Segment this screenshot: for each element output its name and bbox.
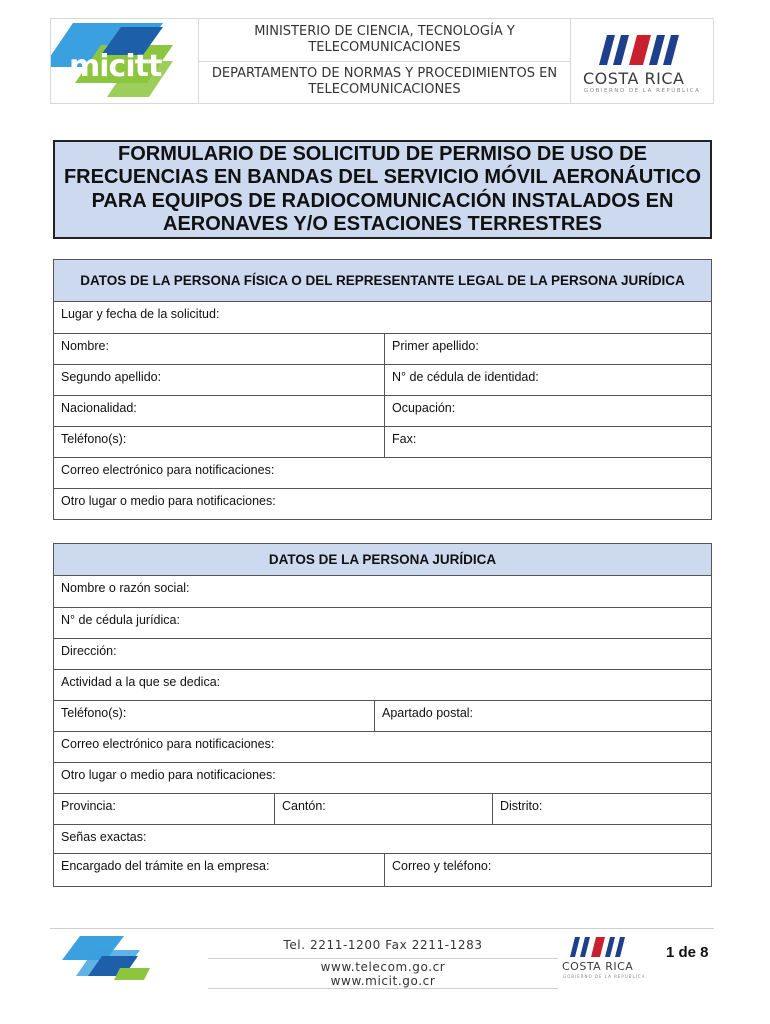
form-row: [54, 669, 711, 700]
gobierno-logo-subtext: GOBIERNO DE LA REPÚBLICA: [584, 88, 701, 94]
header-titles: [199, 19, 571, 103]
form-row: [54, 762, 711, 793]
section-heading: DATOS DE LA PERSONA FÍSICA O DEL REPRESENTANTE LEGAL DE LA PERSONA JURÍDICA: [54, 260, 711, 302]
id-number-field[interactable]: N° de cédula de identidad:: [384, 365, 711, 395]
form-row: [54, 853, 711, 886]
form-row: [54, 302, 711, 333]
nationality-field[interactable]: Nacionalidad:: [61, 401, 137, 415]
email-field[interactable]: Correo electrónico para notificaciones:: [61, 463, 275, 477]
first-surname-field[interactable]: Primer apellido:: [384, 334, 711, 364]
form-row: [54, 488, 711, 519]
form-title-box: [53, 140, 712, 239]
form-row: [54, 457, 711, 488]
form-row: [54, 824, 711, 853]
form-row: [54, 395, 711, 426]
second-surname-field[interactable]: Segundo apellido:: [61, 370, 162, 384]
costa-rica-logo: [571, 19, 713, 103]
micitt-logo: [51, 19, 199, 103]
costa-rica-footer-flag-icon: [568, 936, 632, 958]
footer-separator: [208, 958, 558, 959]
form-row: [54, 638, 711, 669]
form-row: [54, 426, 711, 457]
canton-field[interactable]: Cantón:: [274, 794, 492, 824]
company-name-field[interactable]: Nombre o razón social:: [61, 581, 190, 595]
micitt-logo-text: micitt: [69, 49, 162, 84]
company-phone-field[interactable]: Teléfono(s):: [61, 706, 127, 720]
company-email-field[interactable]: Correo electrónico para notificaciones:: [61, 737, 275, 751]
form-row: [54, 607, 711, 638]
form-row: [54, 364, 711, 395]
manager-field[interactable]: Encargado del trámite en la empresa:: [61, 859, 270, 873]
legal-id-field[interactable]: N° de cédula jurídica:: [61, 613, 180, 627]
costa-rica-footer-logo-text: COSTA RICA: [562, 960, 634, 973]
gobierno-footer-subtext: GOBIERNO DE LA REPÚBLICA: [563, 974, 646, 979]
footer-separator: [208, 988, 558, 989]
page-number: 1 de 8: [666, 944, 709, 961]
activity-field[interactable]: Actividad a la que se dedica:: [61, 675, 221, 689]
costa-rica-flag-icon: [597, 33, 689, 67]
occupation-field[interactable]: Ocupación:: [384, 396, 711, 426]
section-heading: DATOS DE LA PERSONA JURÍDICA: [54, 544, 711, 576]
mail-phone-field[interactable]: Correo y teléfono:: [384, 854, 711, 886]
form-row: [54, 576, 711, 607]
form-row: [54, 700, 711, 731]
po-box-field[interactable]: Apartado postal:: [374, 701, 711, 731]
form-row: [54, 793, 711, 824]
name-field[interactable]: Nombre:: [61, 339, 109, 353]
form-title: FORMULARIO DE SOLICITUD DE PERMISO DE USO DE FRECUENCIAS EN BANDAS DEL SERVICIO MÓVIL AERONÁUTICO PARA EQUIPOS DE RADIOCOMUNICACIÓN INSTALADOS EN AERONAVES Y/O ESTACIONES TERRESTRES: [63, 142, 702, 235]
footer-phone-fax: Tel. 2211-1200 Fax 2211-1283: [283, 938, 483, 952]
fax-field[interactable]: Fax:: [384, 427, 711, 457]
form-row: [54, 731, 711, 762]
address-field[interactable]: Dirección:: [61, 644, 117, 658]
footer-website-telecom[interactable]: www.telecom.go.cr: [320, 960, 446, 974]
footer-divider: [50, 928, 714, 929]
page-header: [50, 18, 714, 104]
ministry-name: MINISTERIO DE CIENCIA, TECNOLOGÍA Y TELECOMUNICACIONES: [254, 23, 515, 55]
exact-address-field[interactable]: Señas exactas:: [61, 830, 147, 844]
company-other-notify-field[interactable]: Otro lugar o medio para notificaciones:: [61, 768, 276, 782]
form-row: [54, 333, 711, 364]
natural-person-section: [53, 259, 712, 520]
place-date-field[interactable]: Lugar y fecha de la solicitud:: [61, 307, 220, 321]
legal-entity-section: [53, 543, 712, 887]
other-notify-field[interactable]: Otro lugar o medio para notificaciones:: [61, 494, 276, 508]
footer-website-micit[interactable]: www.micit.go.cr: [330, 974, 436, 988]
costa-rica-logo-text: COSTA RICA: [583, 69, 685, 88]
department-name: DEPARTAMENTO DE NORMAS Y PROCEDIMIENTOS EN TELECOMUNICACIONES: [199, 61, 570, 104]
district-field[interactable]: Distrito:: [492, 794, 711, 824]
micitt-footer-logo: [60, 934, 152, 982]
province-field[interactable]: Provincia:: [61, 799, 116, 813]
phone-field[interactable]: Teléfono(s):: [61, 432, 127, 446]
